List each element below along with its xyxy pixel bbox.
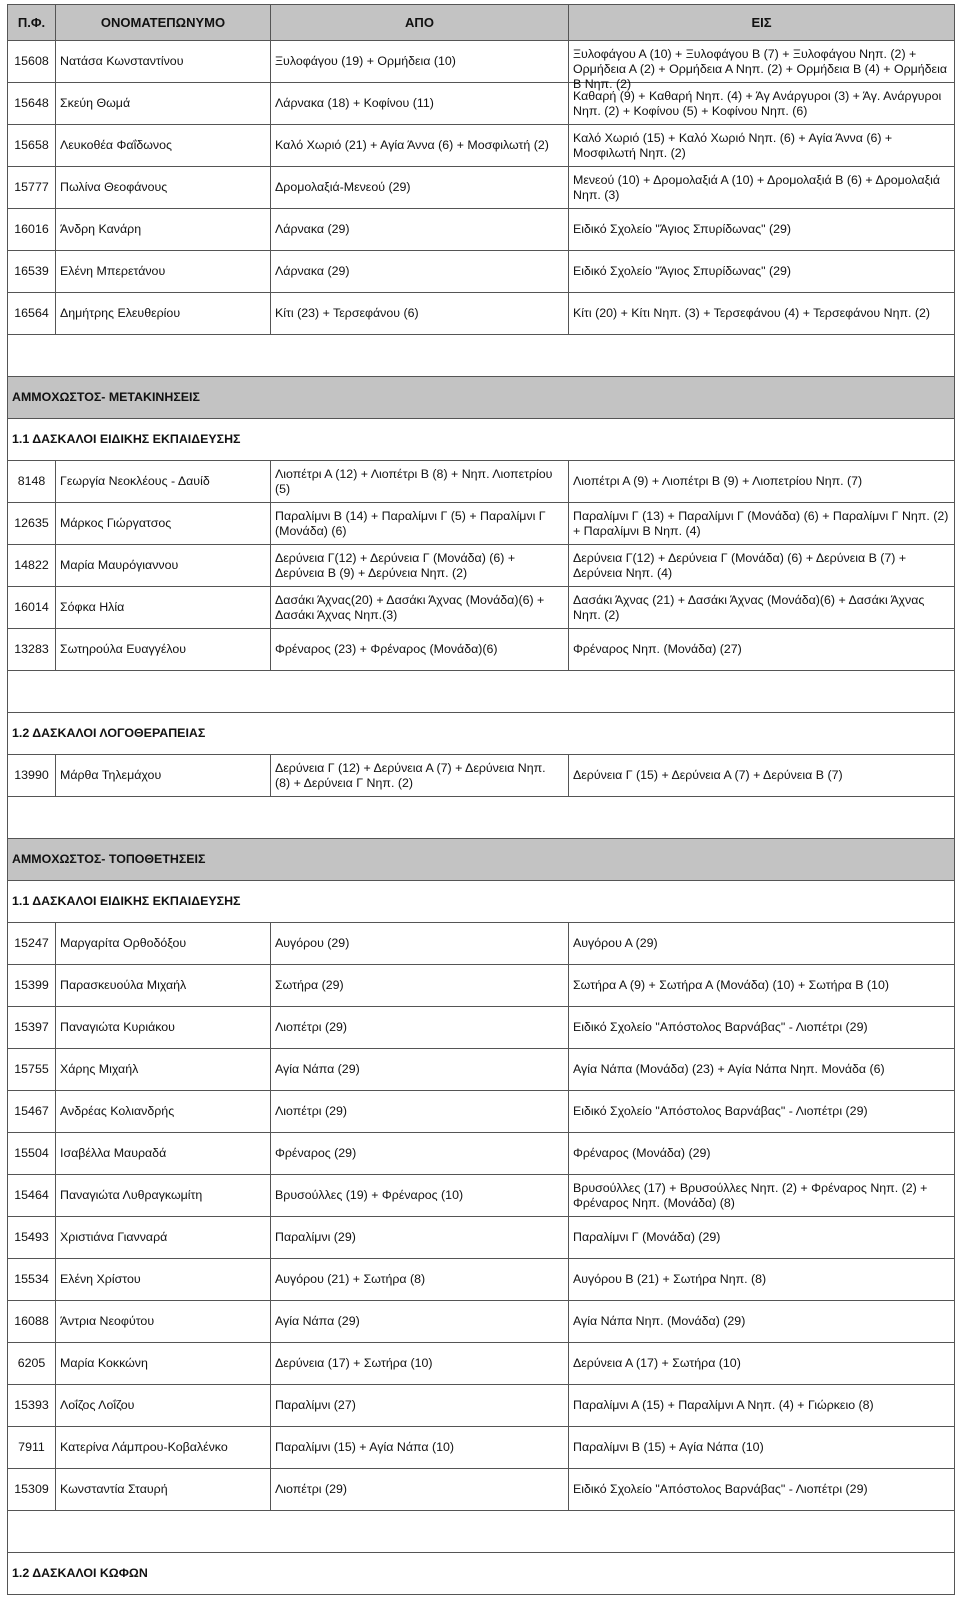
subsection-title: 1.2 ΔΑΣΚΑΛΟΙ ΚΩΦΩΝ: [8, 1553, 955, 1595]
cell-id: 15397: [8, 1007, 56, 1049]
section-title: ΑΜΜΟΧΩΣΤΟΣ- ΤΟΠΟΘΕΤΗΣΕΙΣ: [8, 839, 955, 881]
cell-id: 15464: [8, 1175, 56, 1217]
cell-name: Σκεύη Θωμά: [56, 83, 271, 125]
cell-id: 16564: [8, 293, 56, 335]
cell-id: 13990: [8, 755, 56, 797]
blank-cell: [8, 797, 955, 839]
blank-row: [8, 1511, 955, 1553]
cell-name: Μαρία Μαυρόγιαννου: [56, 545, 271, 587]
cell-id: 15247: [8, 923, 56, 965]
cell-from: Παραλίμνι (15) + Αγία Νάπα (10): [271, 1427, 569, 1469]
table-row: [8, 1091, 955, 1133]
cell-from: Καλό Χωριό (21) + Αγία Άννα (6) + Μοσφιλωτή (2): [271, 125, 569, 167]
cell-from: Αγία Νάπα (29): [271, 1301, 569, 1343]
subsection-row: [8, 713, 955, 755]
table-row: [8, 503, 955, 545]
cell-from: Λιοπέτρι (29): [271, 1091, 569, 1133]
cell-name: Δημήτρης Ελευθερίου: [56, 293, 271, 335]
cell-name: Χάρης Μιχαήλ: [56, 1049, 271, 1091]
cell-id: 12635: [8, 503, 56, 545]
cell-from: Φρέναρος (29): [271, 1133, 569, 1175]
cell-name: Χριστιάνα Γιανναρά: [56, 1217, 271, 1259]
blank-cell: [8, 671, 955, 713]
cell-name: Ελένη Χρίστου: [56, 1259, 271, 1301]
cell-from: Αγία Νάπα (29): [271, 1049, 569, 1091]
cell-from: Σωτήρα (29): [271, 965, 569, 1007]
cell-name: Λευκοθέα Φαΐδωνος: [56, 125, 271, 167]
table-row: [8, 629, 955, 671]
table-row: [8, 1133, 955, 1175]
cell-name: Ισαβέλλα Μαυραδά: [56, 1133, 271, 1175]
subsection-title: 1.2 ΔΑΣΚΑΛΟΙ ΛΟΓΟΘΕΡΑΠΕΙΑΣ: [8, 713, 955, 755]
cell-name: Κωνσταντία Σταυρή: [56, 1469, 271, 1511]
cell-from: Λάρνακα (18) + Κοφίνου (11): [271, 83, 569, 125]
cell-to-text: Καθαρή (9) + Καθαρή Νηπ. (4) + Άγ Ανάργυροι (3) + Άγ. Ανάργυροι Νηπ. (2) + Κοφίνου (5) + Κοφίνου Νηπ. (6): [573, 88, 942, 118]
cell-id: 15755: [8, 1049, 56, 1091]
cell-name: Άνδρη Κανάρη: [56, 209, 271, 251]
subsection-row: [8, 419, 955, 461]
transfers-table: [7, 4, 955, 1595]
cell-name: Γεωργία Νεοκλέους - Δαυίδ: [56, 461, 271, 503]
cell-to: Ειδικό Σχολείο "Απόστολος Βαρνάβας" - Λιοπέτρι (29): [569, 1007, 955, 1049]
cell-id: 15648: [8, 83, 56, 125]
cell-to: Σωτήρα Α (9) + Σωτήρα Α (Μονάδα) (10) + Σωτήρα Β (10): [569, 965, 955, 1007]
cell-id: 8148: [8, 461, 56, 503]
cell-id: 13283: [8, 629, 56, 671]
cell-name: Παναγιώτα Κυριάκου: [56, 1007, 271, 1049]
cell-to: Δερύνεια Γ(12) + Δερύνεια Γ (Μονάδα) (6) + Δερύνεια Β (7) + Δερύνεια Νηπ. (4): [569, 545, 955, 587]
table-row: [8, 1301, 955, 1343]
cell-name: Ανδρέας Κολιανδρής: [56, 1091, 271, 1133]
cell-name: Μάρκος Γιώργατσος: [56, 503, 271, 545]
cell-id: 14822: [8, 545, 56, 587]
cell-id: 15534: [8, 1259, 56, 1301]
cell-to: Δερύνεια Γ (15) + Δερύνεια Α (7) + Δερύνεια Β (7): [569, 755, 955, 797]
cell-to: Αγία Νάπα Νηπ. (Μονάδα) (29): [569, 1301, 955, 1343]
column-header-row: [8, 5, 955, 41]
col-header-id: Π.Φ.: [8, 5, 56, 41]
table-row: [8, 1427, 955, 1469]
table-row: [8, 545, 955, 587]
subsection-title: 1.1 ΔΑΣΚΑΛΟΙ ΕΙΔΙΚΗΣ ΕΚΠΑΙΔΕΥΣΗΣ: [8, 881, 955, 923]
cell-from: Ξυλοφάγου (19) + Ορμήδεια (10): [271, 41, 569, 83]
cell-from: Παραλίμνι (29): [271, 1217, 569, 1259]
cell-from: Λιοπέτρι Α (12) + Λιοπέτρι Β (8) + Νηπ. Λιοπετρίου (5): [271, 461, 569, 503]
cell-id: 7911: [8, 1427, 56, 1469]
cell-id: 16014: [8, 587, 56, 629]
cell-to: Φρέναρος Νηπ. (Μονάδα) (27): [569, 629, 955, 671]
table-row: [8, 965, 955, 1007]
cell-name: Παρασκευούλα Μιχαήλ: [56, 965, 271, 1007]
col-header-to: ΕΙΣ: [569, 5, 955, 41]
cell-from: Παραλίμνι (27): [271, 1385, 569, 1427]
cell-from: Κίτι (23) + Τερσεφάνου (6): [271, 293, 569, 335]
cell-from: Αυγόρου (29): [271, 923, 569, 965]
blank-row: [8, 797, 955, 839]
cell-to: Παραλίμνι Α (15) + Παραλίμνι Α Νηπ. (4) + Γιώρκειο (8): [569, 1385, 955, 1427]
cell-from: Λιοπέτρι (29): [271, 1007, 569, 1049]
table-row: [8, 1175, 955, 1217]
col-header-name: ΟΝΟΜΑΤΕΠΩΝΥΜΟ: [56, 5, 271, 41]
cell-from: Δασάκι Άχνας(20) + Δασάκι Άχνας (Μονάδα)(6) + Δασάκι Άχνας Νηπ.(3): [271, 587, 569, 629]
table-row: [8, 209, 955, 251]
cell-name: Λοΐζος Λοΐζου: [56, 1385, 271, 1427]
cell-to: [569, 83, 955, 125]
cell-from: Λιοπέτρι (29): [271, 1469, 569, 1511]
cell-from: Δερύνεια Γ(12) + Δερύνεια Γ (Μονάδα) (6) + Δερύνεια Β (9) + Δερύνεια Νηπ. (2): [271, 545, 569, 587]
cell-name: Νατάσα Κωνσταντίνου: [56, 41, 271, 83]
cell-name: Σωτηρούλα Ευαγγέλου: [56, 629, 271, 671]
cell-to: Παραλίμνι Β (15) + Αγία Νάπα (10): [569, 1427, 955, 1469]
section-header-row: [8, 377, 955, 419]
cell-from: Δρομολαξιά-Μενεού (29): [271, 167, 569, 209]
blank-cell: [8, 335, 955, 377]
col-header-from: ΑΠΟ: [271, 5, 569, 41]
cell-id: 16088: [8, 1301, 56, 1343]
cell-name: Άντρια Νεοφύτου: [56, 1301, 271, 1343]
cell-to: [569, 125, 955, 167]
section-title: ΑΜΜΟΧΩΣΤΟΣ- ΜΕΤΑΚΙΝΗΣΕΙΣ: [8, 377, 955, 419]
cell-to: Δερύνεια Α (17) + Σωτήρα (10): [569, 1343, 955, 1385]
blank-cell: [8, 1511, 955, 1553]
cell-to: Αυγόρου Α (29): [569, 923, 955, 965]
cell-from: Δερύνεια (17) + Σωτήρα (10): [271, 1343, 569, 1385]
cell-id: 15493: [8, 1217, 56, 1259]
cell-to: [569, 41, 955, 91]
cell-id: 15309: [8, 1469, 56, 1511]
cell-from: Παραλίμνι Β (14) + Παραλίμνι Γ (5) + Παραλίμνι Γ (Μονάδα) (6): [271, 503, 569, 545]
cell-from: Λάρνακα (29): [271, 209, 569, 251]
cell-name: Κατερίνα Λάμπρου-Κοβαλένκο: [56, 1427, 271, 1469]
table-row: [8, 1259, 955, 1301]
cell-id: 16016: [8, 209, 56, 251]
table-row: [8, 1469, 955, 1511]
cell-to: Ειδικό Σχολείο "Απόστολος Βαρνάβας" - Λιοπέτρι (29): [569, 1469, 955, 1511]
cell-name: Σόφκα Ηλία: [56, 587, 271, 629]
subsection-title: 1.1 ΔΑΣΚΑΛΟΙ ΕΙΔΙΚΗΣ ΕΚΠΑΙΔΕΥΣΗΣ: [8, 419, 955, 461]
cell-from: Λάρνακα (29): [271, 251, 569, 293]
cell-to-text: Μενεού (10) + Δρομολαξιά Α (10) + Δρομολαξιά Β (6) + Δρομολαξιά Νηπ. (3): [573, 172, 941, 202]
cell-id: 6205: [8, 1343, 56, 1385]
blank-row: [8, 671, 955, 713]
cell-to: Ειδικό Σχολείο "Απόστολος Βαρνάβας" - Λιοπέτρι (29): [569, 1091, 955, 1133]
cell-to: Αυγόρου Β (21) + Σωτήρα Νηπ. (8): [569, 1259, 955, 1301]
cell-id: 15467: [8, 1091, 56, 1133]
cell-to: Δασάκι Άχνας (21) + Δασάκι Άχνας (Μονάδα)(6) + Δασάκι Άχνας Νηπ. (2): [569, 587, 955, 629]
cell-to: Κίτι (20) + Κίτι Νηπ. (3) + Τερσεφάνου (4) + Τερσεφάνου Νηπ. (2): [569, 293, 955, 335]
cell-to: Ειδικό Σχολείο "Άγιος Σπυρίδωνας" (29): [569, 251, 955, 293]
cell-to: Παραλίμνι Γ (13) + Παραλίμνι Γ (Μονάδα) (6) + Παραλίμνι Γ Νηπ. (2) + Παραλίμνι Β Νηπ. (4): [569, 503, 955, 545]
cell-to-text: Ξυλοφάγου Α (10) + Ξυλοφάγου Β (7) + Ξυλοφάγου Νηπ. (2) + Ορμήδεια Α (2) + Ορμήδεια Α Νηπ. (2) + Ορμήδεια Β (4) + Ορμήδεια Β Νηπ. (2): [573, 46, 947, 91]
table-row: [8, 1217, 955, 1259]
cell-id: 15608: [8, 41, 56, 83]
cell-to: Αγία Νάπα (Μονάδα) (23) + Αγία Νάπα Νηπ. Μονάδα (6): [569, 1049, 955, 1091]
table-row: [8, 1007, 955, 1049]
cell-id: 15393: [8, 1385, 56, 1427]
table-row: [8, 167, 955, 209]
table-row: [8, 293, 955, 335]
subsection-row: [8, 1553, 955, 1595]
cell-name: Μαρία Κοκκώνη: [56, 1343, 271, 1385]
cell-to-text: Καλό Χωριό (15) + Καλό Χωριό Νηπ. (6) + Αγία Άννα (6) + Μοσφιλωτή Νηπ. (2): [573, 130, 893, 160]
cell-name: Μάρθα Τηλεμάχου: [56, 755, 271, 797]
subsection-row: [8, 881, 955, 923]
table-row: [8, 125, 955, 167]
cell-from: Δερύνεια Γ (12) + Δερύνεια Α (7) + Δερύνεια Νηπ. (8) + Δερύνεια Γ Νηπ. (2): [271, 755, 569, 797]
table-row: [8, 587, 955, 629]
blank-row: [8, 335, 955, 377]
table-row: [8, 83, 955, 125]
cell-id: 15399: [8, 965, 56, 1007]
cell-id: 15658: [8, 125, 56, 167]
cell-to: Παραλίμνι Γ (Μονάδα) (29): [569, 1217, 955, 1259]
transfers-sheet: [7, 4, 955, 1595]
cell-id: 15777: [8, 167, 56, 209]
table-row: [8, 461, 955, 503]
cell-name: Ελένη Μπερετάνου: [56, 251, 271, 293]
table-row: [8, 41, 955, 83]
table-row: [8, 1049, 955, 1091]
table-row: [8, 251, 955, 293]
cell-name: Παναγιώτα Λυθραγκωμίτη: [56, 1175, 271, 1217]
cell-to: [569, 167, 955, 209]
section-header-row: [8, 839, 955, 881]
cell-to: Λιοπέτρι Α (9) + Λιοπέτρι Β (9) + Λιοπετρίου Νηπ. (7): [569, 461, 955, 503]
cell-id: 15504: [8, 1133, 56, 1175]
cell-to: Βρυσούλλες (17) + Βρυσούλλες Νηπ. (2) + Φρέναρος Νηπ. (2) + Φρέναρος Νηπ. (Μονάδα) (8): [569, 1175, 955, 1217]
table-row: [8, 1343, 955, 1385]
cell-name: Μαργαρίτα Ορθοδόξου: [56, 923, 271, 965]
cell-from: Αυγόρου (21) + Σωτήρα (8): [271, 1259, 569, 1301]
table-row: [8, 755, 955, 797]
table-row: [8, 923, 955, 965]
cell-from: Βρυσούλλες (19) + Φρέναρος (10): [271, 1175, 569, 1217]
cell-to: Ειδικό Σχολείο "Άγιος Σπυρίδωνας" (29): [569, 209, 955, 251]
cell-id: 16539: [8, 251, 56, 293]
cell-to: Φρέναρος (Μονάδα) (29): [569, 1133, 955, 1175]
cell-name: Πωλίνα Θεοφάνους: [56, 167, 271, 209]
cell-from: Φρέναρος (23) + Φρέναρος (Μονάδα)(6): [271, 629, 569, 671]
table-row: [8, 1385, 955, 1427]
